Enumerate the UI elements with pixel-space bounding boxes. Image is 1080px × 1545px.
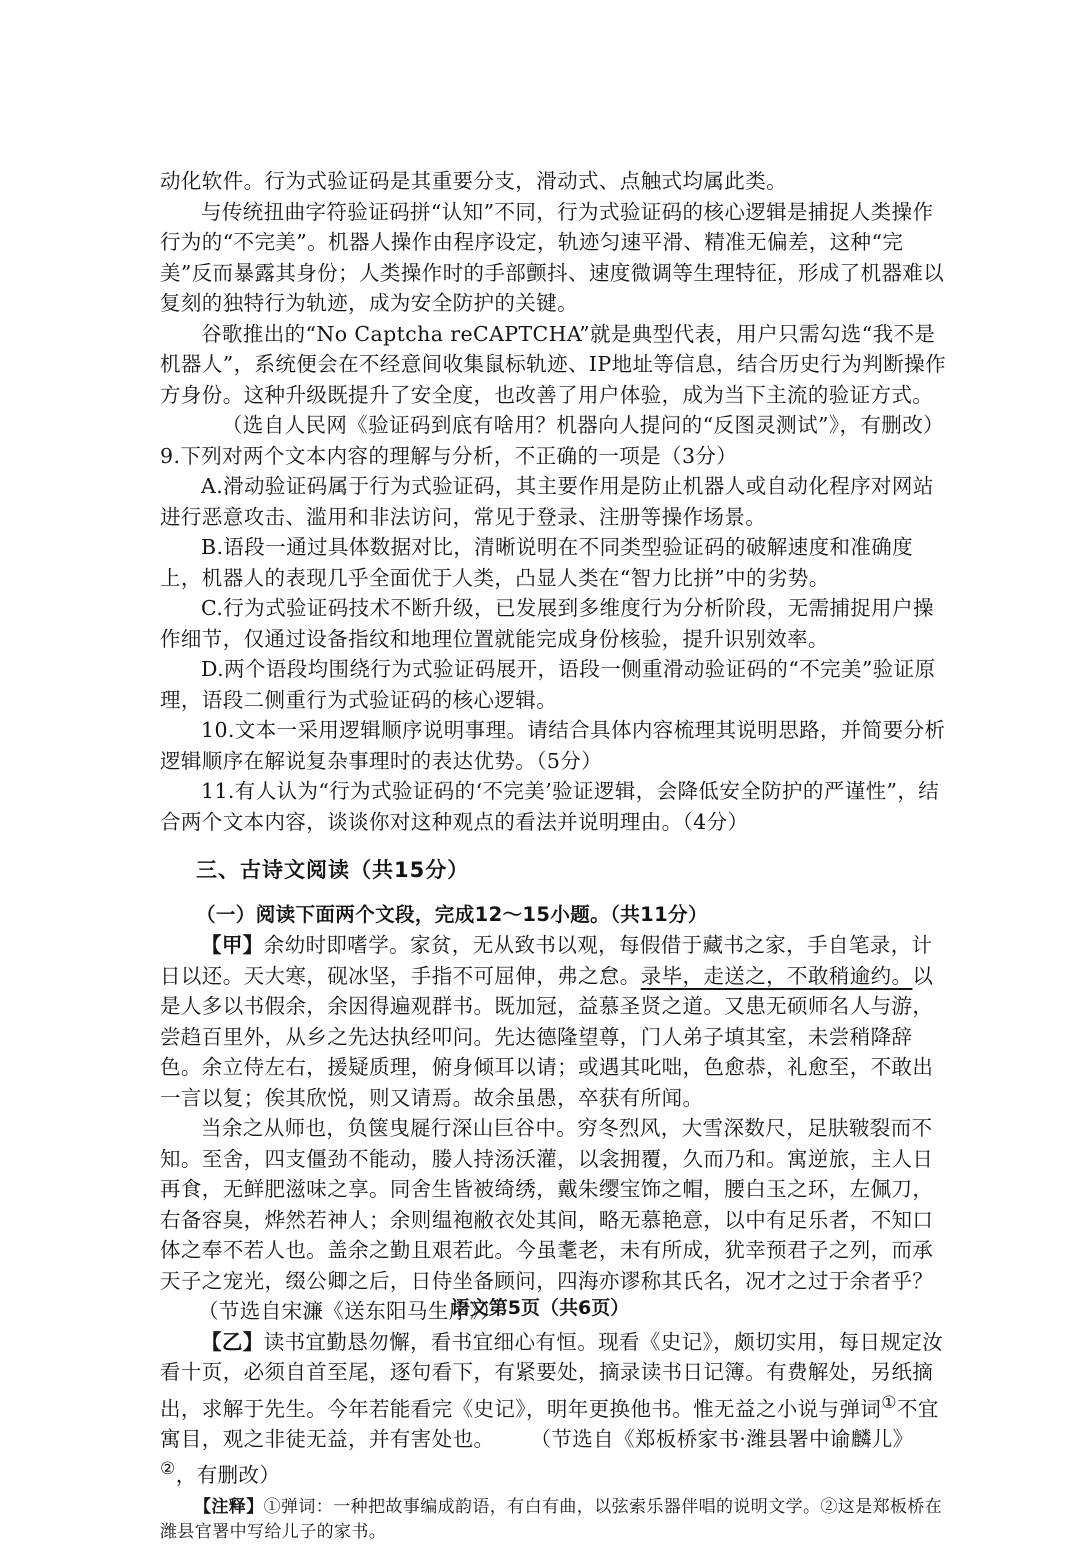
page-footer: 语文第5页（共6页） xyxy=(450,1297,630,1319)
passage-jia-source: （节选自宋濂《送东阳马生序》） xyxy=(198,1299,502,1323)
annotation-tag: 【注释】 xyxy=(194,1496,264,1517)
passage-yi-note-mark-1: ① xyxy=(881,1392,897,1413)
text1-paragraph-1: 动化软件。行为式验证码是其重要分支，滑动式、点触式均属此类。 xyxy=(160,169,787,193)
text1-paragraph-2: 与传统扭曲字符验证码拼“认知”不同，行为式验证码的核心逻辑是捕捉人类操作行为的“不完美”。机器人操作由程序设定，轨迹匀速平滑、精准无偏差，这种“完美”反而暴露其身份；人类操作时的手部颤抖、速度微调等生理特征，形成了机器难以复刻的独特行为轨迹，成为安全防护的关键。 xyxy=(160,199,945,315)
question-9-option-c: C.行为式验证码技术不断升级，已发展到多维度行为分析阶段，无需捕捉用户操作细节，仅通过设备指纹和地理位置就能完成身份核验，提升识别效率。 xyxy=(160,596,934,651)
passage-jia-paragraph-1 xyxy=(160,930,950,1113)
section-3-subtitle: （一）阅读下面两个文段，完成12～15小题。（共11分） xyxy=(196,902,708,926)
text1-source: （选自人民网《验证码到底有啥用？机器向人提问的“反图灵测试”》，有删改） xyxy=(221,413,944,437)
annotation xyxy=(160,1495,950,1545)
passage-yi-tag: 【乙】 xyxy=(201,1329,264,1354)
exam-page xyxy=(160,166,950,1545)
passage-yi-text-2: 不宜寓目，观之非徒无益，并有害处也。 xyxy=(160,1396,939,1451)
question-10: 10.文本一采用逻辑顺序说明事理。请结合具体内容梳理其说明思路，并简要分析逻辑顺序在解说复杂事理时的表达优势。（5分） xyxy=(160,718,946,773)
passage-yi-note-mark-2: ② xyxy=(160,1459,176,1480)
passage-jia-text-2: 当余之从师也，负箧曳屣行深山巨谷中。穷冬烈风，大雪深数尺，足肤皲裂而不知。至舍，四支僵劲不能动，媵人持汤沃灌，以衾拥覆，久而乃和。寓逆旅，主人日再食，无鲜肥滋味之享。同舍生皆被绮绣，戴朱缨宝饰之帽，腰白玉之环，左佩刀，右备容臭，烨然若神人；余则缊袍敝衣处其间，略无慕艳意，以中有足乐者，不知口体之奉不若人也。盖余之勤且艰若此。今虽耄老，未有所成，犹幸预君子之列，而承天子之宠光，缀公卿之后，日侍坐备顾问，四海亦谬称其氏名，况才之过于余者乎？ xyxy=(160,1116,934,1293)
passage-yi-source: （节选自《郑板桥家书·潍县署中谕麟儿》 xyxy=(530,1426,914,1451)
passage-jia-text-b: 以是人多以书假余，余因得遍观群书。既加冠，益慕圣贤之道。又患无硕师名人与游，尝趋百里外，从乡之先达执经叩问。先达德隆望尊，门人弟子填其室，未尝稍降辞色。余立侍左右，援疑质理，俯身倾耳以请；或遇其叱咄，色愈恭，礼愈至，不敢出一言以复；俟其欣悦，则又请焉。故余虽愚，卒获有所闻。 xyxy=(160,963,934,1110)
passage-jia-underlined-sentence: 录毕，走送之，不敢稍逾约。 xyxy=(640,963,913,988)
question-9-stem: 9.下列对两个文本内容的理解与分析，不正确的一项是（3分） xyxy=(160,443,738,468)
passage-yi-source-end: ，有删改） xyxy=(175,1463,281,1488)
question-9-option-a: A.滑动验证码属于行为式验证码，其主要作用是防止机器人或自动化程序对网站进行恶意攻击、滥用和非法访问，常见于登录、注册等操作场景。 xyxy=(160,474,934,529)
question-9-option-b: B.语段一通过具体数据对比，清晰说明在不同类型验证码的破解速度和准确度上，机器人的表现几乎全面优于人类，凸显人类在“智力比拼”中的劣势。 xyxy=(160,535,914,590)
passage-jia-tag: 【甲】 xyxy=(201,933,264,957)
annotation-text: ①弹词：一种把故事编成韵语，有白有曲，以弦索乐器伴唱的说明文学。②这是郑板桥在潍县官署中写给儿子的家书。 xyxy=(160,1496,943,1542)
section-3-title: 三、古诗文阅读（共15分） xyxy=(196,858,470,882)
passage-yi-paragraph xyxy=(160,1327,950,1491)
passage-yi-text: 读书宜勤恳勿懈，看书宜细心有恒。现看《史记》，颇切实用，每日规定汝看十页，必须自首至尾，逐句看下，有紧要处，摘录读书日记簿。有费解处，另纸摘出，求解于先生。今年若能看完《史记》，明年更换他书。惟无益之小说与弹词 xyxy=(160,1329,944,1421)
text1-paragraph-3: 谷歌推出的“No Captcha reCAPTCHA”就是典型代表，用户只需勾选“我不是机器人”，系统便会在不经意间收集鼠标轨迹、IP地址等信息，结合历史行为判断操作方身份。这种升级既提升了安全度，也改善了用户体验，成为当下主流的验证方式。 xyxy=(160,321,946,407)
question-9-option-d: D.两个语段均围绕行为式验证码展开，语段一侧重滑动验证码的“不完美”验证原理，语段二侧重行为式验证码的核心逻辑。 xyxy=(160,657,936,712)
question-11: 11.有人认为“行为式验证码的‘不完美’验证逻辑，会降低安全防护的严谨性”，结合两个文本内容，谈谈你对这种观点的看法并说明理由。（4分） xyxy=(160,779,940,834)
passage-jia-text-a: 余幼时即嗜学。家贫，无从致书以观，每假借于藏书之家，手自笔录，计日以还。天大寒，砚冰坚，手指不可屈伸，弗之怠。 xyxy=(160,933,933,988)
